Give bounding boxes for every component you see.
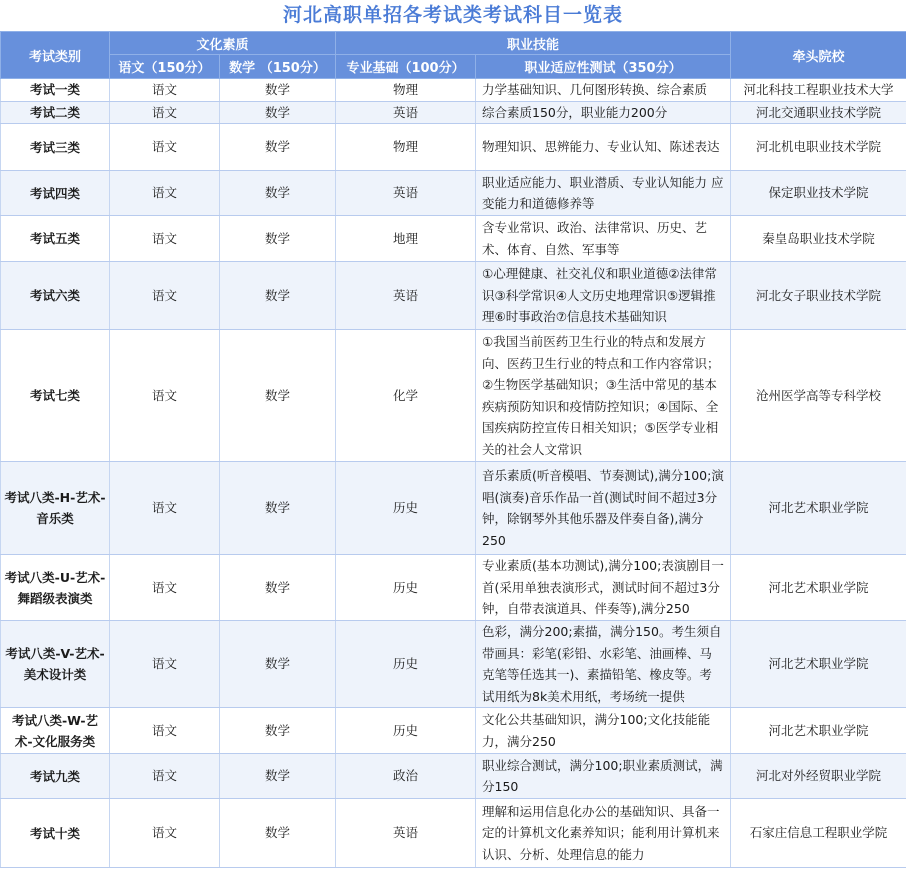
row-math: 数学 [220, 462, 336, 555]
table-row [1, 555, 906, 621]
table-row [1, 621, 906, 708]
row-category: 考试四类 [1, 171, 110, 216]
row-school: 河北机电职业技术学院 [731, 124, 906, 171]
row-math: 数学 [220, 330, 336, 462]
row-aptitude: ①心理健康、社交礼仪和职业道德②法律常识③科学常识④人文历史地理常识⑤逻辑推理⑥时事政治⑦信息技术基础知识 [476, 262, 731, 330]
row-basic: 化学 [336, 330, 476, 462]
row-chinese: 语文 [110, 124, 220, 171]
row-chinese: 语文 [110, 555, 220, 621]
row-chinese: 语文 [110, 216, 220, 262]
row-category: 考试八类-W-艺术-文化服务类 [1, 708, 110, 754]
row-chinese: 语文 [110, 262, 220, 330]
row-category: 考试七类 [1, 330, 110, 462]
row-category: 考试九类 [1, 754, 110, 799]
row-basic: 英语 [336, 171, 476, 216]
row-chinese: 语文 [110, 621, 220, 708]
row-category: 考试八类-U-艺术-舞蹈级表演类 [1, 555, 110, 621]
header-school: 牵头院校 [731, 32, 906, 79]
header-aptitude: 职业适应性测试（350分） [476, 55, 731, 79]
row-basic: 英语 [336, 101, 476, 124]
table-row [1, 330, 906, 462]
header-skills: 职业技能 [336, 32, 731, 55]
row-school: 河北艺术职业学院 [731, 555, 906, 621]
row-basic: 英语 [336, 262, 476, 330]
table-row [1, 216, 906, 262]
row-aptitude: 物理知识、思辨能力、专业认知、陈述表达 [476, 124, 731, 171]
row-category: 考试六类 [1, 262, 110, 330]
row-math: 数学 [220, 555, 336, 621]
row-school: 保定职业技术学院 [731, 171, 906, 216]
page-title: 河北高职单招各考试类考试科目一览表 [282, 4, 623, 26]
row-math: 数学 [220, 799, 336, 868]
row-aptitude: 职业适应能力、职业潜质、专业认知能力 应变能力和道德修养等 [476, 171, 731, 216]
header-category: 考试类别 [1, 32, 110, 79]
row-math: 数学 [220, 754, 336, 799]
row-basic: 历史 [336, 708, 476, 754]
row-basic: 政治 [336, 754, 476, 799]
row-school: 河北艺术职业学院 [731, 462, 906, 555]
row-category: 考试十类 [1, 799, 110, 868]
row-school: 沧州医学高等专科学校 [731, 330, 906, 462]
table-row [1, 124, 906, 171]
row-school: 河北科技工程职业技术大学 [731, 79, 906, 102]
row-category: 考试一类 [1, 79, 110, 102]
row-math: 数学 [220, 124, 336, 171]
table-row [1, 462, 906, 555]
row-basic: 历史 [336, 621, 476, 708]
row-math: 数学 [220, 216, 336, 262]
row-aptitude: 色彩，满分200;素描，满分150。考生须自带画具：彩笔(彩铅、水彩笔、油画棒、马克笔等任选其一)、素描铅笔、橡皮等。考试用纸为8k美术用纸，考场统一提供 [476, 621, 731, 708]
row-chinese: 语文 [110, 79, 220, 102]
row-chinese: 语文 [110, 171, 220, 216]
row-aptitude: ①我国当前医药卫生行业的特点和发展方向、医药卫生行业的特点和工作内容常识；②生物医学基础知识；③生活中常见的基本疾病预防知识和疫情防控知识；④国际、全国疾病防控宣传日相关知识；⑤医学专业相关的社会人文常识 [476, 330, 731, 462]
row-school: 河北对外经贸职业学院 [731, 754, 906, 799]
table-row [1, 171, 906, 216]
row-aptitude: 专业素质(基本功测试),满分100;表演剧目一首(采用单独表演形式，测试时间不超过3分钟，自带表演道具、伴奏等),满分250 [476, 555, 731, 621]
row-chinese: 语文 [110, 754, 220, 799]
row-school: 石家庄信息工程职业学院 [731, 799, 906, 868]
header-chinese: 语文（150分） [110, 55, 220, 79]
row-basic: 英语 [336, 799, 476, 868]
table-body [1, 79, 906, 868]
row-math: 数学 [220, 708, 336, 754]
row-aptitude: 含专业常识、政治、法律常识、历史、艺术、体育、自然、军事等 [476, 216, 731, 262]
row-math: 数学 [220, 262, 336, 330]
row-aptitude: 力学基础知识、几何图形转换、综合素质 [476, 79, 731, 102]
header-culture: 文化素质 [110, 32, 336, 55]
header-math: 数学 （150分） [220, 55, 336, 79]
row-chinese: 语文 [110, 330, 220, 462]
row-school: 河北女子职业技术学院 [731, 262, 906, 330]
row-category: 考试三类 [1, 124, 110, 171]
row-aptitude: 文化公共基础知识，满分100;文化技能能力，满分250 [476, 708, 731, 754]
row-chinese: 语文 [110, 462, 220, 555]
row-school: 秦皇岛职业技术学院 [731, 216, 906, 262]
row-basic: 历史 [336, 462, 476, 555]
row-basic: 历史 [336, 555, 476, 621]
table-header [1, 32, 906, 79]
header-basic: 专业基础（100分） [336, 55, 476, 79]
row-math: 数学 [220, 621, 336, 708]
row-category: 考试二类 [1, 101, 110, 124]
row-chinese: 语文 [110, 799, 220, 868]
row-basic: 地理 [336, 216, 476, 262]
table-row [1, 262, 906, 330]
row-aptitude: 理解和运用信息化办公的基础知识、具备一定的计算机文化素养知识；能利用计算机来认识、分析、处理信息的能力 [476, 799, 731, 868]
row-school: 河北艺术职业学院 [731, 708, 906, 754]
exam-subjects-table [0, 31, 906, 868]
row-basic: 物理 [336, 124, 476, 171]
table-row [1, 754, 906, 799]
row-category: 考试五类 [1, 216, 110, 262]
row-school: 河北交通职业技术学院 [731, 101, 906, 124]
row-aptitude: 综合素质150分，职业能力200分 [476, 101, 731, 124]
row-school: 河北艺术职业学院 [731, 621, 906, 708]
row-category: 考试八类-H-艺术-音乐类 [1, 462, 110, 555]
row-category: 考试八类-V-艺术-美术设计类 [1, 621, 110, 708]
row-basic: 物理 [336, 79, 476, 102]
row-math: 数学 [220, 171, 336, 216]
table-row [1, 79, 906, 102]
row-aptitude: 音乐素质(听音模唱、节奏测试),满分100;演唱(演奏)音乐作品一首(测试时间不超过3分钟，除钢琴外其他乐器及伴奏自备),满分250 [476, 462, 731, 555]
row-math: 数学 [220, 79, 336, 102]
row-math: 数学 [220, 101, 336, 124]
table-row [1, 101, 906, 124]
table-row [1, 708, 906, 754]
row-chinese: 语文 [110, 101, 220, 124]
table-row [1, 799, 906, 868]
row-aptitude: 职业综合测试，满分100;职业素质测试，满分150 [476, 754, 731, 799]
row-chinese: 语文 [110, 708, 220, 754]
